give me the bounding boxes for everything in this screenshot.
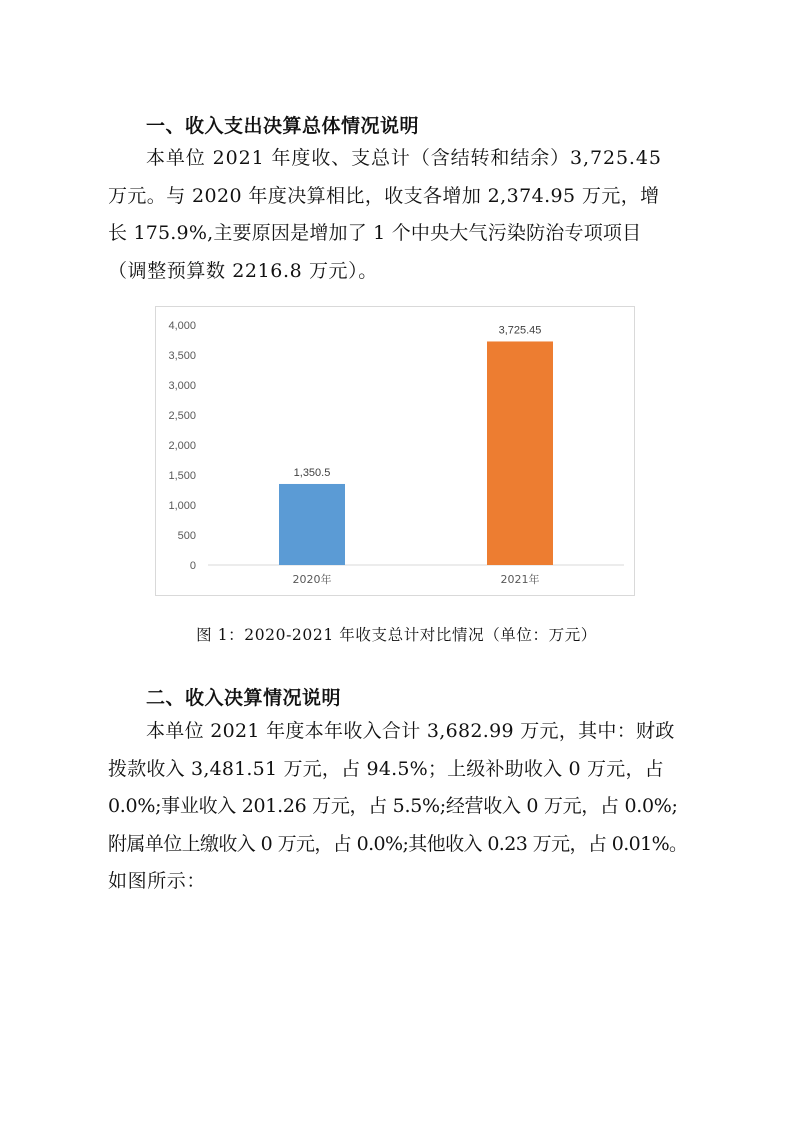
bar-value-label: 3,725.45 [498,324,542,337]
bar-chart-svg [156,307,634,595]
section1-line-3: 长 175.9%,主要原因是增加了 1 个中央大气污染防治专项项目 [108,222,642,244]
y-tick-label: 3,500 [168,350,196,362]
section2-line-4: 附属单位上缴收入 0 万元，占 0.0%;其他收入 0.23 万元，占 0.01%。 [108,832,688,855]
y-tick-label: 1,500 [168,470,196,482]
x-tick-label: 2021年 [500,573,540,586]
section1-paragraph [108,140,698,290]
section2-line-1: 本单位 2021 年度本年收入合计 3,682.99 万元，其中：财政 [146,720,675,742]
section2-heading: 二、收入决算情况说明 [146,687,342,709]
y-tick-label: 0 [189,560,196,572]
section1-heading: 一、收入支出决算总体情况说明 [146,115,420,137]
section1-line-2: 万元。与 2020 年度决算相比，收支各增加 2,374.95 万元，增 [108,184,660,207]
bar-0 [279,484,345,565]
y-tick-label: 2,500 [168,410,196,422]
y-tick-label: 500 [177,530,196,542]
section2-line-2: 拨款收入 3,481.51 万元，占 94.5%；上级补助收入 0 万元，占 [108,757,664,780]
section1-line-1: 本单位 2021 年度收、支总计（含结转和结余）3,725.45 [146,147,662,169]
section2-line-5: 如图所示： [108,870,207,892]
section1-line-4: （调整预算数 2216.8 万元）。 [108,259,378,282]
x-tick-label: 2020年 [292,573,332,586]
y-tick-label: 4,000 [168,320,196,332]
figure1-chart [155,306,635,596]
bar-1 [487,341,553,565]
y-tick-label: 1,000 [168,500,196,512]
y-tick-label: 2,000 [168,440,196,452]
bar-value-label: 1,350.5 [293,466,331,479]
section2-paragraph [108,713,698,901]
figure1-caption: 图 1：2020-2021 年收支总计对比情况（单位：万元） [196,626,597,644]
section2-line-3: 0.0%;事业收入 201.26 万元，占 5.5%;经营收入 0 万元，占 0.0%; [108,795,678,817]
y-tick-label: 3,000 [168,380,196,392]
